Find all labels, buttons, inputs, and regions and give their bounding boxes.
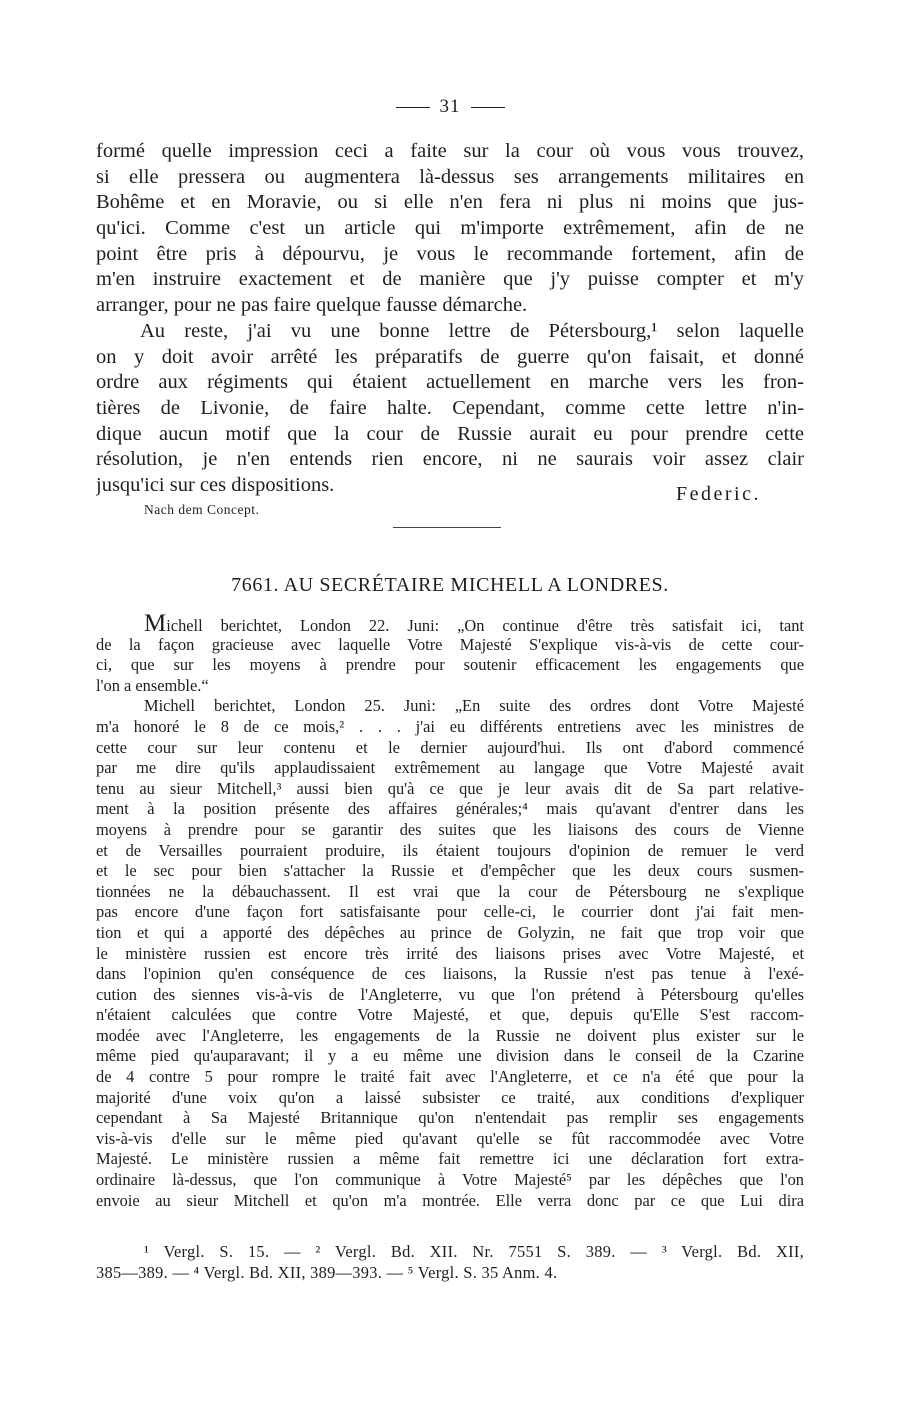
report-line: vis-à-vis d'elle sur le même pied qu'avant qu'elle se fût raccommodée avec Votre	[96, 1128, 804, 1148]
report-line: de 4 contre 5 pour rompre le traité fait avec l'Angleterre, et ce n'a été que pour la	[96, 1067, 804, 1087]
signature: Federic.	[676, 483, 761, 505]
section-divider	[393, 527, 501, 528]
report-line: envoie au sieur Mitchell et qu'on m'a montrée. Elle verra donc par ce que Lui dira	[96, 1190, 804, 1210]
report-line: tenu au sieur Mitchell,³ aussi bien qu'à ce que je leur avais dit de Sa part relative-	[96, 778, 804, 798]
footnote-line: 385—389. — ⁴ Vergl. Bd. XII, 389—393. — ⁵ Vergl. S. 35 Anm. 4.	[96, 1262, 558, 1282]
letter-line: m'en instruire exactement et de manière que j'y puisse compter et m'y	[96, 268, 804, 291]
report-line: moyens à prendre pour se garantir des suites que les liaisons des cours de Vienne	[96, 819, 804, 839]
footnote-line: ¹ Vergl. S. 15. — ² Vergl. Bd. XII. Nr. 7551 S. 389. — ³ Vergl. Bd. XII,	[144, 1242, 804, 1261]
footnotes	[96, 1242, 804, 1283]
letter-body	[96, 139, 804, 499]
report-line-text: ichell berichtet, London 22. Juni: „On continue d'être très satisfait ici, tant	[166, 616, 804, 635]
report-line: et le sec pour bien s'attacher la Russie et d'empêcher que les deux cours susmen-	[96, 861, 804, 881]
report-line: majorité d'une voix qu'on a laissé subsister ce traité, aux conditions d'expliquer	[96, 1087, 804, 1107]
page-number-dash-right	[471, 107, 505, 108]
letter-line: on y doit avoir arrêté les préparatifs de guerre qu'on faisait, et donné	[96, 345, 804, 368]
page-number	[0, 96, 900, 118]
report-line: m'a honoré le 8 de ce mois,² . . . j'ai eu différents entretiens avec les ministres de	[96, 716, 804, 736]
letter-line: ordre aux régiments qui étaient actuellement en marche vers les fron-	[96, 371, 804, 394]
source-note: Nach dem Concept.	[144, 502, 260, 517]
page-number-dash-left	[396, 107, 430, 108]
letter-line: arranger, pour ne pas faire quelque fausse démarche.	[96, 294, 528, 317]
letter-line: Au reste, j'ai vu une bonne lettre de Pétersbourg,¹ selon laquelle	[140, 319, 804, 342]
report-line: cette cour sur leur contenu et le dernier aujourd'hui. Ils ont d'abord commencé	[96, 737, 804, 757]
letter-line: point être pris à dépourvu, je vous le recommande fortement, afin de	[96, 242, 804, 265]
drop-cap: M	[144, 614, 167, 635]
report-line: de la façon gracieuse avec laquelle Votre Majesté S'explique vis-à-vis de cette cour-	[96, 634, 804, 654]
report-line: modée avec l'Angleterre, les engagements de la Russie ne doivent plus exister sur le	[96, 1025, 804, 1045]
report-line: pas encore d'une façon fort satisfaisante pour celle-ci, le courrier dont j'ai fait men-	[96, 902, 804, 922]
report-line: ci, que sur les moyens à prendre pour soutenir efficacement les engagements que	[96, 655, 804, 675]
report-line: tionnées ne la débauchassent. Il est vrai que la cour de Pétersbourg ne s'explique	[96, 881, 804, 901]
letter-line: Bohême et en Moravie, ou si elle n'en fera ni plus ni moins que jus-	[96, 191, 804, 214]
letter-line: si elle pressera ou augmentera là-dessus ses arrangements militaires en	[96, 165, 804, 188]
report-line: Majesté. Le ministère russien a même fait remettre ici une déclaration fort extra-	[96, 1149, 804, 1169]
report-line: cependant à Sa Majesté Britannique qu'on n'entendait pas remplir ses engagements	[96, 1108, 804, 1128]
section-heading: 7661. AU SECRÉTAIRE MICHELL A LONDRES.	[231, 574, 669, 596]
report-line: ment à la position présente des affaires générales;⁴ mais qu'avant d'entrer dans les	[96, 799, 804, 819]
report-line: par me dire qu'ils applaudissaient extrêmement au langage que Votre Majesté avait	[96, 758, 804, 778]
letter-line: qu'ici. Comme c'est un article qui m'importe extrêmement, afin de ne	[96, 217, 804, 240]
page-number-text: 31	[439, 96, 461, 117]
report-line: Michell berichtet, London 25. Juni: „En suite des ordres dont Votre Majesté	[144, 696, 804, 716]
report-line: et de Versailles pourraient produire, ils étaient toujours d'opinion de remuer le verd	[96, 840, 804, 860]
report-line	[96, 614, 804, 635]
report-line: même pied qu'auparavant; il y a eu même une division dans le conseil de la Czarine	[96, 1046, 804, 1066]
report-line: dans l'opinion qu'en conséquence de ces liaisons, la Russie n'est pas tenue à l'exé-	[96, 964, 804, 984]
report-line: ordinaire là-dessus, que l'on communique à Votre Majesté⁵ par les dépêches que l'on	[96, 1170, 804, 1190]
letter-line: jusqu'ici sur ces dispositions.	[96, 473, 335, 496]
report-body	[96, 614, 804, 1211]
report-line: cution des siennes vis-à-vis de l'Angleterre, vu que l'on prétend à Pétersbourg qu'elles	[96, 984, 804, 1004]
report-line: le ministère russien est encore très irrité des liaisons prises avec Votre Majesté, et	[96, 943, 804, 963]
letter-line: dique aucun motif que la cour de Russie aurait eu pour prendre cette	[96, 422, 804, 445]
report-line: tion et qui a apporté des dépêches au prince de Golyzin, ne fait que trop voir que	[96, 922, 804, 942]
letter-line: formé quelle impression ceci a faite sur la cour où vous vous trouvez,	[96, 140, 804, 162]
letter-line: résolution, je n'en entends rien encore, ni ne saurais voir assez clair	[96, 448, 804, 471]
letter-line: tières de Livonie, de faire halte. Cependant, comme cette lettre n'in-	[96, 396, 804, 419]
report-line: n'étaient calculées que contre Votre Majesté, et que, depuis qu'Elle S'est raccom-	[96, 1005, 804, 1025]
report-line: l'on a ensemble.“	[96, 675, 209, 695]
